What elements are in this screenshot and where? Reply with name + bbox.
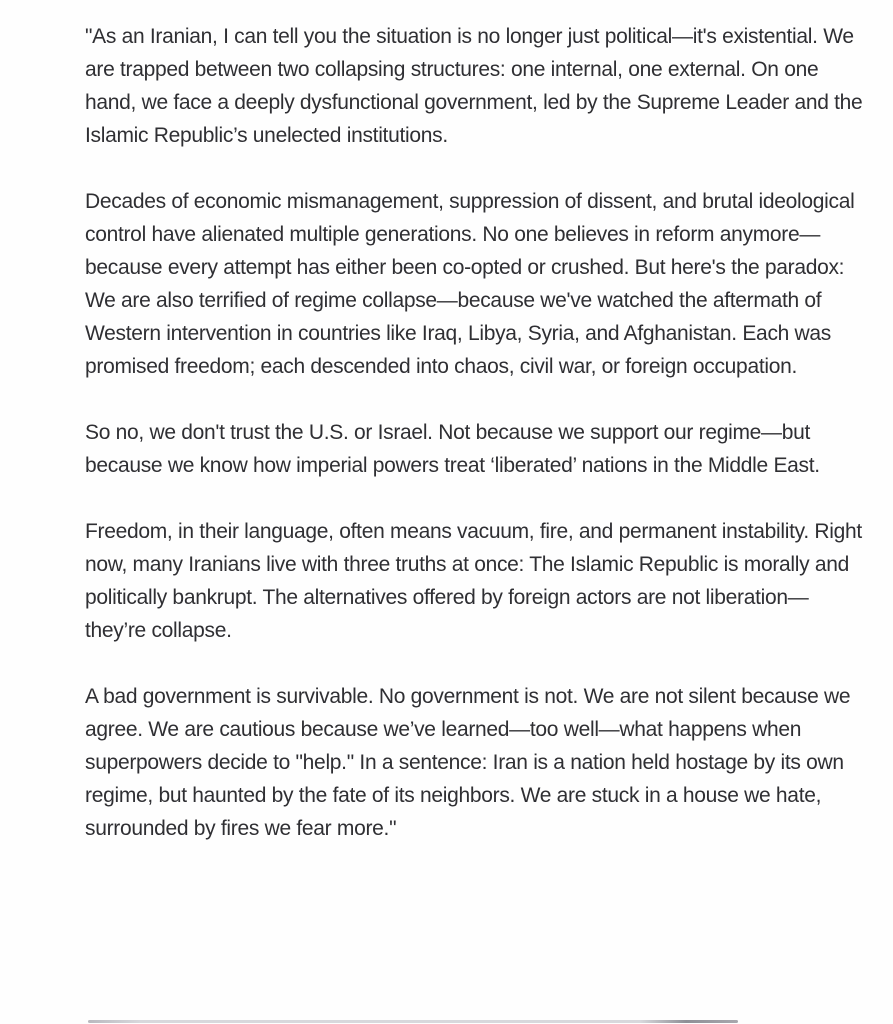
- paragraph-2: Decades of economic mismanagement, suppression of dissent, and brutal ideological control have alienated multiple generations. No one believes in reform anymore—because every attempt has either been co-opted or crushed. But here's the paradox: We are also terrified of regime collapse—because we've watched the aftermath of Western intervention in countries like Iraq, Libya, Syria, and Afghanistan. Each was promised freedom; each descended into chaos, civil war, or foreign occupation.: [85, 190, 855, 378]
- cropped-bottom-element: [88, 1020, 738, 1023]
- paragraph-1: "As an Iranian, I can tell you the situation is no longer just political—it's existential. We are trapped between two collapsing structures: one internal, one external. On one hand, we face a deeply dysfunctional government, led by the Supreme Leader and the Islamic Republic’s unelected institutions.: [85, 25, 863, 147]
- paragraph-3: So no, we don't trust the U.S. or Israel. Not because we support our regime—but because we know how imperial powers treat ‘liberated’ nations in the Middle East.: [85, 421, 820, 477]
- paragraph-5: A bad government is survivable. No government is not. We are not silent because we agree. We are cautious because we’ve learned—too well—what happens when superpowers decide to "help." In a sentence: Iran is a nation held hostage by its own regime, but haunted by the fate of its neighbors. We are stuck in a house we hate, surrounded by fires we fear more.": [85, 685, 851, 840]
- quote-text-block: [85, 20, 867, 845]
- paragraph-4: Freedom, in their language, often means vacuum, fire, and permanent instability. Right now, many Iranians live with three truths at once: The Islamic Republic is morally and politically bankrupt. The alternatives offered by foreign actors are not liberation—they’re collapse.: [85, 520, 862, 642]
